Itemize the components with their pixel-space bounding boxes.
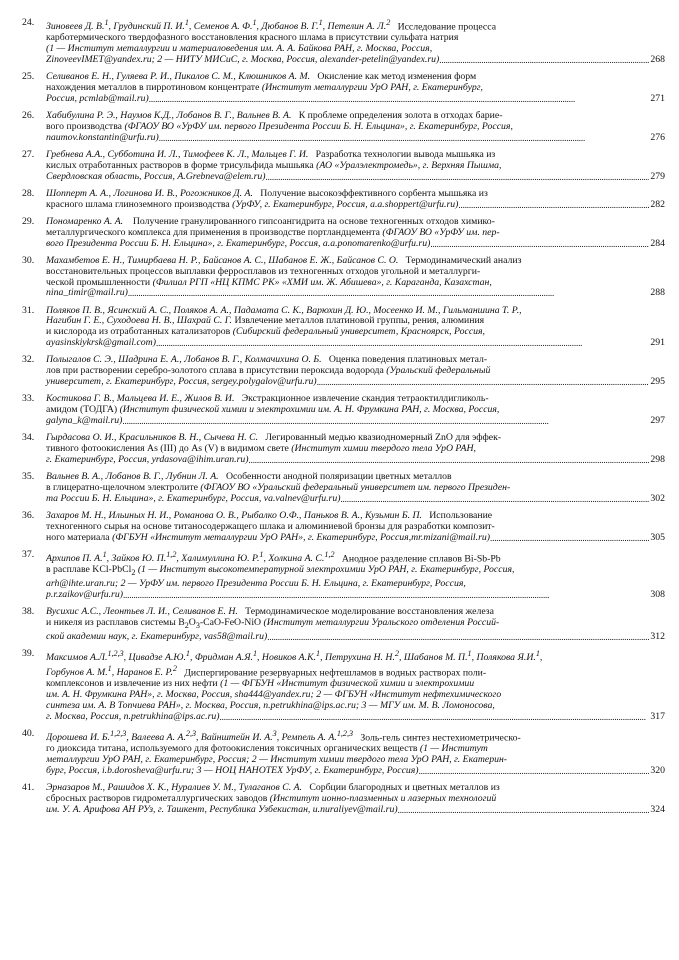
dot-leader [439, 55, 649, 67]
entry-last-line [46, 200, 665, 212]
entry-body [46, 649, 665, 724]
entry-last-line [46, 133, 665, 145]
entry-number: 34. [22, 432, 35, 444]
entry-line: p.r.zaikov@urfu.ru) [46, 588, 123, 600]
toc-entry [22, 607, 665, 644]
page-number: 308 [650, 588, 665, 600]
entry-line: galyna_k@mail.ru) [46, 415, 123, 427]
entry-line: Захаров М. Н., Ильиных Н. И., Романова О. В., Рыбалко О.Ф., Паньков В. А., Кузьмин Б. П. Использование [46, 510, 493, 521]
entry-line: Махамбетов Е. Н., Тимирбаева Н. Р., Байсанов А. С., Шабанов Е. Ж., Байсанов С. О. Термодинамический анализ [46, 255, 522, 266]
entry-line: металлургии УрО РАН, г. Екатеринбург, Россия; 2 — Институт химии твердого тела УрО РАН, г. Екатерин- [46, 754, 508, 765]
entry-number: 30. [22, 254, 35, 266]
dot-leader [156, 338, 649, 350]
entry-line: им. У. А. Арифова АН РУз, г. Ташкент, Республика Узбекистан, u.nuraliyev@mail.ru) [46, 803, 398, 815]
entry-line: Свердловская область, Россия, A.Grebneva@elem.ru) [46, 170, 266, 182]
page-number: 302 [650, 492, 665, 504]
entry-body [46, 150, 665, 184]
entry-number: 39. [22, 647, 35, 659]
entry-line: Костикова Г. В., Мальцева И. Е., Жилов В. И. Экстракционное извлечение скандия тетраоктилдигликоль- [46, 394, 489, 405]
entry-body [46, 72, 665, 106]
toc-entry [22, 550, 665, 602]
entry-number: 37. [22, 548, 35, 560]
dot-leader [220, 712, 650, 724]
entry-body [46, 256, 665, 301]
entry-line: Гребнева А.А., Субботина И. Л., Тимофеев К. Л., Мальцев Г. И. Разработка технологии вывода мышьяка из [46, 149, 496, 160]
entry-body [46, 433, 665, 467]
entry-body [46, 472, 665, 506]
entry-number: 40. [22, 727, 35, 739]
entry-line: Вусихис А.С., Леонтьев Л. И., Селиванов Е. Н. Термодинамическое моделирование восстановления железа [46, 606, 494, 617]
entry-number: 38. [22, 605, 35, 617]
entry-line: г. Москва, Россия, n.petrukhina@ips.ac.ru) [46, 710, 220, 722]
entry-line: восстановительных процессов выплавки ферросплавов из техногенных отходов угольной и металлурги- [46, 266, 481, 277]
entry-last-line [46, 590, 665, 602]
entry-line: кислых отработанных растворов в форме трисульфида мышьяка (АО «Уралэлектромедь», г. Верхняя Пышма, [46, 160, 502, 171]
entry-line: и никеля из расплавов системы $B_2O_3-CaO-FeO$-NiO (Институт металлургии Уральского отделения Россий- [46, 617, 500, 630]
entry-number: 26. [22, 109, 35, 121]
toc-entry [22, 433, 665, 467]
entry-line: ской академии наук, г. Екатеринбург, vas58@mail.ru) [46, 630, 268, 642]
entry-line: Полыгалов С. Э., Шадрина Е. А., Лобанов В. Г., Колмачихина О. Б. Оценка поведения платиновых метал- [46, 355, 488, 366]
toc-entry [22, 72, 665, 106]
entry-number: 41. [22, 781, 35, 793]
entry-last-line [46, 172, 665, 184]
page-number: 324 [650, 803, 665, 815]
entry-line: Эрназаров М., Рашидов Х. К., Нуралиев У. М., Тулаганов С. А. Сорбции благородных и цветных металлов из [46, 782, 500, 793]
dot-leader [266, 172, 650, 184]
entry-number: 28. [22, 187, 35, 199]
entry-line: комплексонов и извлечение из них нефти (1 — ФГБУН «Институт физической химии и электрохимии [46, 679, 475, 689]
toc-entry [22, 729, 665, 778]
entry-number: 31. [22, 304, 35, 316]
entry-line: красного шлама глиноземного производства (УрФУ, г. Екатеринбург, Россия, a.a.shoppert@urfu.ru) [46, 198, 459, 210]
entry-body [46, 729, 665, 778]
dot-leader [419, 766, 650, 778]
entry-line: ческой промышленности (Филиал РГП «НЦ КПМС РК» «ХМИ им. Ж. Абишева», г. Караганда, Казахстан, [46, 277, 492, 288]
entry-body [46, 550, 665, 602]
entry-line: сбросных растворов гидрометаллургических заводов (Институт ионно-плазменных и лазерных технологий [46, 793, 497, 804]
entry-line: металлургического комплекса для применения в производстве портландцемента (ФГАОУ ВО «УрФУ им. пер- [46, 227, 500, 238]
entry-line: вого производства (ФГАОУ ВО «УрФУ им. первого Президента России Б. Н. Ельцина», г. Екатеринбург, Россия, [46, 121, 513, 132]
page-number: 284 [650, 237, 665, 249]
entry-line: та России Б. Н. Ельцина», г. Екатеринбург, Россия, va.valnev@urfu.ru) [46, 492, 341, 504]
entry-number: 32. [22, 354, 35, 366]
entry-line: Зиновеев Д. В.$^1$, Грудинский П. И.$^1$, Семенов А. Ф.$^1$, Дюбанов В. Г.$^1$, Петелин А. Л.$^2$ Исследование процесса [46, 18, 497, 33]
entry-number: 36. [22, 509, 35, 521]
entry-number: 24. [22, 17, 35, 28]
entry-line: в глицератно-щелочном электролите (ФГАОУ ВО «Уральский федеральный университет им. первого Президен- [46, 482, 511, 493]
entry-line: arh@ihte.uran.ru; 2 — УрФУ им. первого Президента России Б. Н. Ельцина, г. Екатеринбург, Россия, [46, 578, 466, 589]
dot-leader [398, 805, 650, 817]
toc-entry [22, 111, 665, 145]
toc-entry [22, 217, 665, 251]
dot-leader [458, 200, 649, 212]
page-number: 268 [650, 53, 665, 65]
entry-body [46, 18, 665, 67]
page-number: 279 [650, 170, 665, 182]
page-number: 288 [650, 287, 665, 299]
entry-body [46, 111, 665, 145]
entry-line: нахождения металлов в пирротиновом концентрате (Институт металлургии УрО РАН, г. Екатеринбург, [46, 82, 483, 93]
entry-body [46, 607, 665, 644]
page-number: 305 [650, 531, 665, 543]
entry-last-line [46, 533, 665, 545]
dot-leader [317, 377, 650, 389]
toc-entry [22, 189, 665, 212]
page-number: 297 [650, 415, 665, 427]
page-number: 276 [650, 131, 665, 143]
entry-line: и кислорода из отработанных катализаторов (Сибирский федеральный университет, Красноярск, Россия, [46, 327, 485, 338]
dot-leader [267, 632, 649, 644]
toc-entry [22, 472, 665, 506]
entry-number: 33. [22, 393, 35, 405]
entry-last-line [46, 377, 665, 389]
entry-line: университет, г. Екатеринбург, Россия, sergey.polygalov@urfu.ru) [46, 376, 317, 388]
page-number: 312 [650, 630, 665, 642]
entry-body [46, 217, 665, 251]
entry-number: 27. [22, 148, 35, 160]
entry-line: nina_timir@mail.ru) [46, 287, 128, 299]
entry-line: Хабибулина Р. Э., Наумов К.Д., Лобанов В. Г., Вальнев В. А. К проблеме определения золота в отходах барие- [46, 110, 503, 121]
toc-entry [22, 256, 665, 301]
entry-number: 29. [22, 215, 35, 227]
entry-line: Максимов А.Л.$^{1,2,3}$, Цивадзе А.Ю.$^1$, Фридман А.Я.$^1$, Новиков А.К.$^1$, Петрухина Н. Н.$^2$, Шабанов М. П.$^1$, Полякова Я.И.$^1$, [46, 648, 543, 663]
dot-leader [122, 416, 649, 428]
entry-last-line [46, 766, 665, 778]
dot-leader [340, 494, 649, 506]
entry-line: го диоксида титана, используемого для фотоокисления токсичных органических веществ (1 — Институт [46, 743, 488, 754]
entry-line: амидом (ТОДГА) (Институт физической химии и электрохимии им. А. Н. Фрумкина РАН, г. Москва, Россия, [46, 405, 500, 416]
entry-last-line [46, 416, 665, 428]
page-number: 298 [650, 453, 665, 465]
page-number: 320 [650, 764, 665, 776]
entry-line: в расплаве KCl-PbCl$_2$ (1 — Институт высокотемпературной электрохимии УрО РАН, г. Екатеринбург, Россия, [46, 565, 515, 577]
entry-body [46, 394, 665, 428]
entry-body [46, 355, 665, 389]
toc-entry [22, 394, 665, 428]
toc-entry [22, 18, 665, 67]
entry-line: синтеза им. А. В Топчиева РАН», г. Москва, Россия, n.petrukhina@ips.ac.ru; 3 — МГУ им. М. В. Ломоносова, [46, 700, 495, 711]
entry-line: техногенного сырья на основе титаносодержащего шлака и алюминиевой бронзы для разработки композит- [46, 521, 495, 532]
entry-last-line [46, 632, 665, 644]
entry-line: бург, Россия, i.b.dorosheva@urfu.ru; 3 — НОЦ НАНОТЕХ УрФУ, г. Екатеринбург, Россия) [46, 764, 419, 776]
entry-last-line [46, 338, 665, 350]
entry-line: ayasinskiykrsk@gmail.com) [46, 337, 156, 349]
toc-entry [22, 355, 665, 389]
toc-entry [22, 150, 665, 184]
dot-leader [159, 133, 650, 145]
entry-line: тивного фотоокисления As (III) до As (V) в видимом свете (Институт химии твердого тела УрО РАН, [46, 444, 476, 455]
dot-leader [430, 239, 649, 251]
entry-last-line [46, 494, 665, 506]
entry-line: Поляков П. В., Ясинский А. С., Поляков А. А., Падамата С. К., Варюхин Д. Ю., Мосеенко И. М., Гильманшина Т. Р., [46, 305, 522, 316]
dot-leader [123, 590, 649, 602]
entry-line: карботермического твердофазного восстановления красного шлама в присутствии сульфата натрия [46, 33, 459, 44]
dot-leader [249, 455, 650, 467]
entry-line: Нагибин Г. Е., Суходоева Н. В., Шахрай С. Г. Извлечение металлов платиновой группы, рения, алюминия [46, 316, 485, 327]
entry-body [46, 511, 665, 545]
entry-last-line [46, 455, 665, 467]
entry-line: ного материала (ФГБУН «Институт металлургии УрО РАН», г. Екатеринбург, Россия,mr.mizani@mail.ru) [46, 531, 490, 543]
entry-line: вого Президента России Б. Н. Ельцина», г. Екатеринбург, Россия, a.a.ponomarenko@urfu.ru) [46, 237, 431, 249]
entry-last-line [46, 239, 665, 251]
entry-line: naumov.konstantin@urfu.ru) [46, 131, 159, 143]
entry-body [46, 306, 665, 351]
entry-line: Селиванов Е. Н., Гуляева Р. И., Пикалов С. М., Клюшников А. М. Окисление как метод изменения форм [46, 72, 477, 83]
entry-line: Шопперт А. А., Логинова И. В., Рогожников Д. А. Получение высокоэффективного сорбента мышьяка из [46, 188, 488, 199]
entry-last-line [46, 55, 665, 67]
entry-number: 35. [22, 471, 35, 483]
entry-line: г. Екатеринбург, Россия, yrdasova@ihim.uran.ru) [46, 453, 249, 465]
entry-line: Россия, pcmlab@mail.ru) [46, 92, 149, 104]
entry-line: Пономаренко А. А. Получение гранулированного гипсоангидрита на основе техногенных отходов химико- [46, 216, 495, 227]
dot-leader [149, 94, 650, 106]
entry-last-line [46, 94, 665, 106]
entry-line: им. А. Н. Фрумкина РАН», г. Москва, Россия, sha444@yandex.ru; 2 — ФГБУН «Институт нефтехимического [46, 689, 502, 700]
entry-body [46, 189, 665, 212]
page-number: 317 [650, 710, 665, 722]
entry-last-line [46, 288, 665, 300]
dot-leader [128, 288, 650, 300]
entry-line: Гырдасова О. И., Красильников В. Н., Сычева Н. С. Легированный медью квазиодномерный ZnO для эффек- [46, 433, 502, 444]
dot-leader [490, 533, 649, 545]
entry-last-line [46, 712, 665, 724]
entry-line: Дорошева И. Б.$^{1,2,3}$, Валеева А. А.$^{2,3}$, Вайнштейн И. А.$^3$, Ремпель А. А.$^{1,2,3}$ Золь-гель синтез нестехиометрическо- [46, 728, 521, 744]
entry-line: лов при растворении серебро-золотого сплава в присутствии пероксида водорода (Уральский федеральный [46, 366, 491, 377]
page-number: 295 [650, 376, 665, 388]
toc-entry [22, 783, 665, 817]
entry-number: 25. [22, 71, 35, 83]
toc-entry [22, 649, 665, 724]
toc-entry [22, 306, 665, 351]
page-number: 271 [650, 92, 665, 104]
page-number: 291 [650, 337, 665, 349]
entry-line: Архипов П. А.$^1$, Зайков Ю. П.$^{1,2}$, Халимуллина Ю. Р.$^1$, Холкина А. С.$^{1,2}$ Анодное разделение сплавов Bi-Sb-Pb [46, 549, 501, 565]
page-number: 282 [650, 198, 665, 210]
entry-body [46, 783, 665, 817]
entry-line: Вальнев В. А., Лобанов В. Г., Лубнин Л. А. Особенности анодной поляризации цветных металлов [46, 472, 452, 483]
toc-entry [22, 511, 665, 545]
entry-line: Горбунов А. М.$^1$, Наранов Е. Р.$^2$ Диспергирование резервуарных нефтешламов в водных растворах поли- [46, 663, 487, 679]
entry-line: ZinoveevIMET@yandex.ru; 2 — НИТУ МИСиС, г. Москва, Россия, alexander-petelin@yandex.ru) [46, 53, 440, 65]
entry-last-line [46, 805, 665, 817]
entry-line: (1 — Институт металлургии и материаловедения им. А. А. Байкова РАН, г. Москва, Россия, [46, 44, 433, 55]
